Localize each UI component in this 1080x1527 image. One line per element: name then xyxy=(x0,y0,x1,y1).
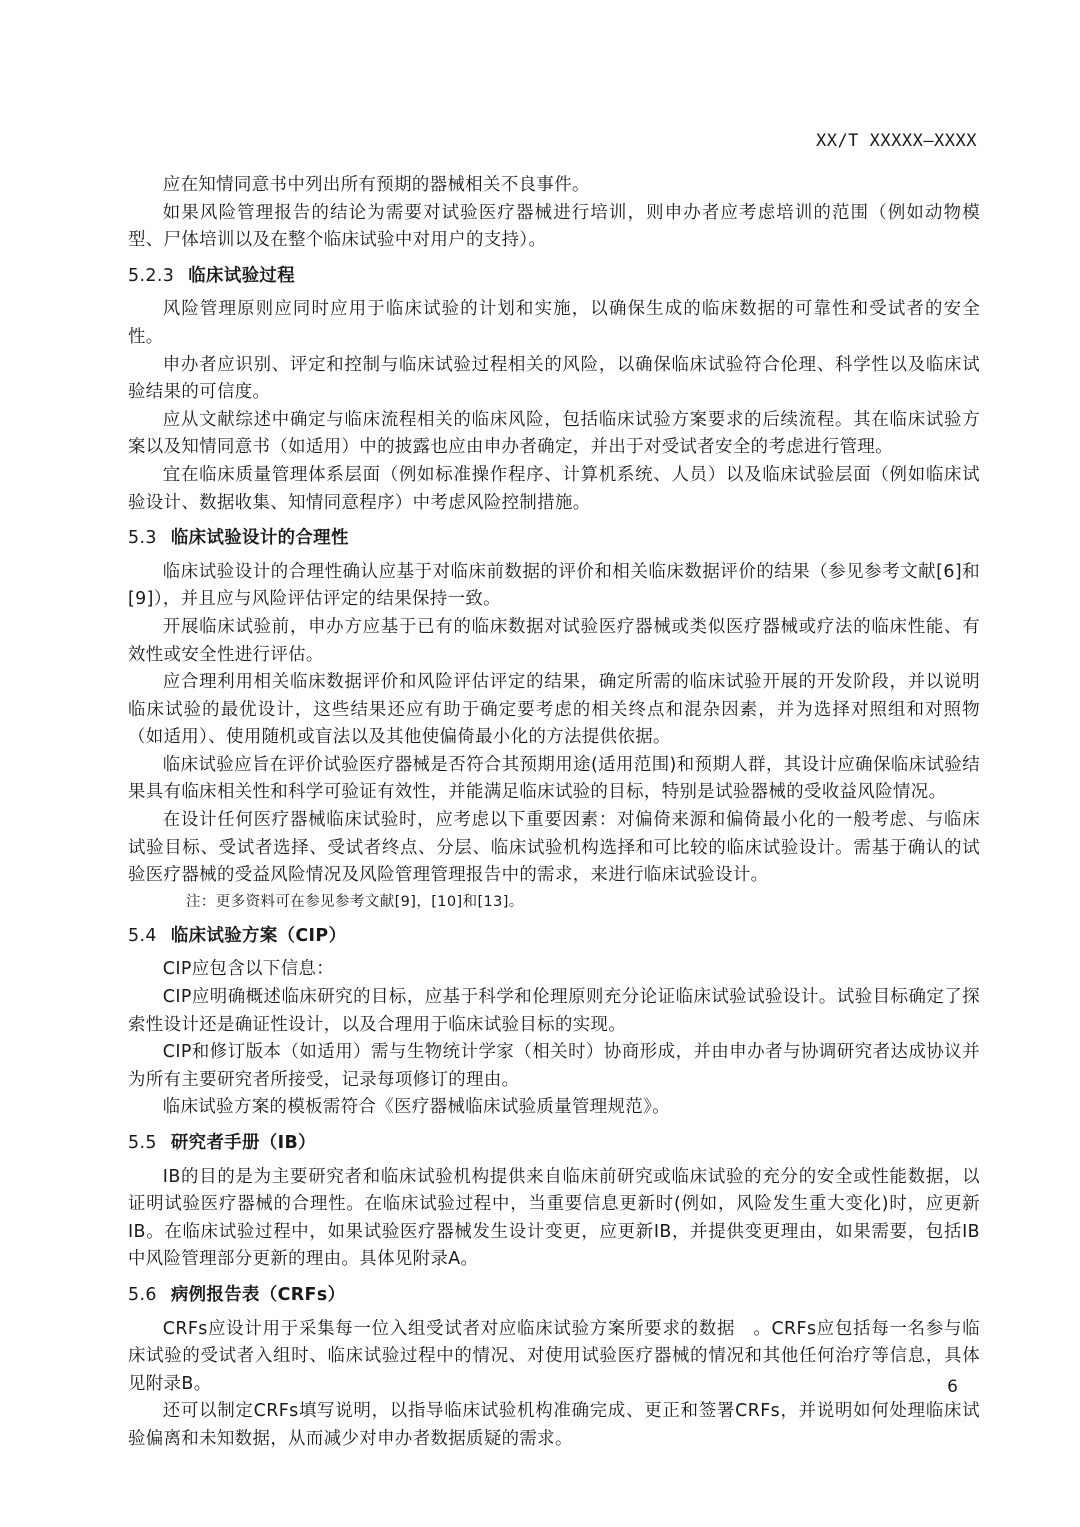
paragraph: 风险管理原则应同时应用于临床试验的计划和实施，以确保生成的临床数据的可靠性和受试者的安全性。 xyxy=(128,299,980,347)
section-number: 5.5 xyxy=(128,1133,157,1153)
section-title: 临床试验设计的合理性 xyxy=(170,528,349,549)
section-title: 研究者手册（IB） xyxy=(170,1133,316,1153)
standard-code: XX/T XXXXX—XXXX xyxy=(815,131,977,151)
section-heading-5-4 xyxy=(128,923,980,951)
note: 注：更多资料可在参见参考文献[9]，[10]和[13]。 xyxy=(186,893,524,910)
document-body xyxy=(128,172,980,1454)
section-number: 5.6 xyxy=(128,1284,157,1305)
paragraph: 临床试验方案的模板需符合《医疗器械临床试验质量管理规范》。 xyxy=(162,1097,671,1118)
paragraph: 临床试验设计的合理性确认应基于对临床前数据的评价和相关临床数据评价的结果（参见参考文献[6]和[9]），并且应与风险评估评定的结果保持一致。 xyxy=(128,561,980,610)
section-heading-5-6 xyxy=(128,1282,980,1310)
paragraph: 还可以制定CRFs填写说明，以指导临床试验机构准确完成、更正和签署CRFs，并说明如何处理临床试验偏离和未知数据，从而减少对申办者数据质疑的需求。 xyxy=(128,1401,980,1449)
paragraph: CIP应包含以下信息： xyxy=(162,959,335,980)
section-number: 5.4 xyxy=(128,925,157,946)
paragraph: 在设计任何医疗器械临床试验时，应考虑以下重要因素：对偏倚来源和偏倚最小化的一般考虑、与临床试验目标、受试者选择、受试者终点、分层、临床试验机构选择和可比较的临床试验设计。需基于确认的试验医疗器械的受益风险情况及风险管理管理报告中的需求，来进行临床试验设计。 xyxy=(128,810,980,886)
paragraph: 应在知情同意书中列出所有预期的器械相关不良事件。 xyxy=(162,175,590,195)
paragraph: 开展临床试验前，申办方应基于已有的临床数据对试验医疗器械或类似医疗器械或疗法的临床性能、有效性或安全性进行评估。 xyxy=(128,616,980,665)
page-number: 6 xyxy=(947,1377,958,1397)
paragraph: 宜在临床质量管理体系层面（例如标准操作程序、计算机系统、人员）以及临床试验层面（例如临床试验设计、数据收集、知情同意程序）中考虑风险控制措施。 xyxy=(128,464,980,513)
paragraph: CIP应明确概述临床研究的目标，应基于科学和伦理原则充分论证临床试验试验设计。试验目标确定了探索性设计还是确证性设计，以及合理用于临床试验目标的实现。 xyxy=(128,987,980,1035)
paragraph: CIP和修订版本（如适用）需与生物统计学家（相关时）协商形成，并由申办者与协调研究者达成协议并为所有主要研究者所接受，记录每项修订的理由。 xyxy=(128,1042,980,1090)
paragraph: 应从文献综述中确定与临床流程相关的临床风险，包括临床试验方案要求的后续流程。其在临床试验方案以及知情同意书（如适用）中的披露也应由申办者确定，并出于对受试者安全的考虑进行管理。 xyxy=(128,409,980,458)
section-title: 临床试验方案（CIP） xyxy=(170,925,347,946)
section-heading-5-3 xyxy=(128,525,980,553)
paragraph: 临床试验应旨在评价试验医疗器械是否符合其预期用途(适用范围)和预期人群，其设计应确保临床试验结果具有临床相关性和科学可验证有效性，并能满足临床试验的目标，特别是试验器械的受收益风险情况。 xyxy=(128,754,980,803)
paragraph: CRFs应设计用于采集每一位入组受试者对应临床试验方案所要求的数据 。CRFs应包括每一名参与临床试验的受试者入组时、临床试验过程中的情况、对使用试验医疗器械的情况和其他任何治疗等信息，具体见附录B。 xyxy=(128,1318,980,1394)
paragraph: 申办者应识别、评定和控制与临床试验过程相关的风险，以确保临床试验符合伦理、科学性以及临床试验结果的可信度。 xyxy=(128,354,980,403)
section-title: 临床试验过程 xyxy=(188,265,295,286)
paragraph: 应合理利用相关临床数据评价和风险评估评定的结果，确定所需的临床试验开展的开发阶段，并以说明临床试验的最优设计，这些结果还应有助于确定要考虑的相关终点和混杂因素，并为选择对照组和对照物（如适用）、使用随机或盲法以及其他使偏倚最小化的方法提供依据。 xyxy=(128,672,980,748)
section-number: 5.3 xyxy=(128,528,157,549)
section-number: 5.2.3 xyxy=(128,265,175,286)
paragraph: IB的目的是为主要研究者和临床试验机构提供来自临床前研究或临床试验的充分的安全或性能数据，以证明试验医疗器械的合理性。在临床试验过程中，当重要信息更新时(例如，风险发生重大变化)时，应更新IB。在临床试验过程中，如果试验医疗器械发生设计变更，应更新IB，并提供变更理由，如果需要，包括IB中风险管理部分更新的理由。具体见附录A。 xyxy=(128,1166,980,1270)
section-title: 病例报告表（CRFs） xyxy=(170,1284,346,1305)
paragraph: 如果风险管理报告的结论为需要对试验医疗器械进行培训，则申办者应考虑培训的范围（例如动物模型、尸体培训以及在整个临床试验中对用户的支持）。 xyxy=(128,202,980,251)
section-heading-5-2-3 xyxy=(128,263,980,291)
section-heading-5-5 xyxy=(128,1130,980,1158)
